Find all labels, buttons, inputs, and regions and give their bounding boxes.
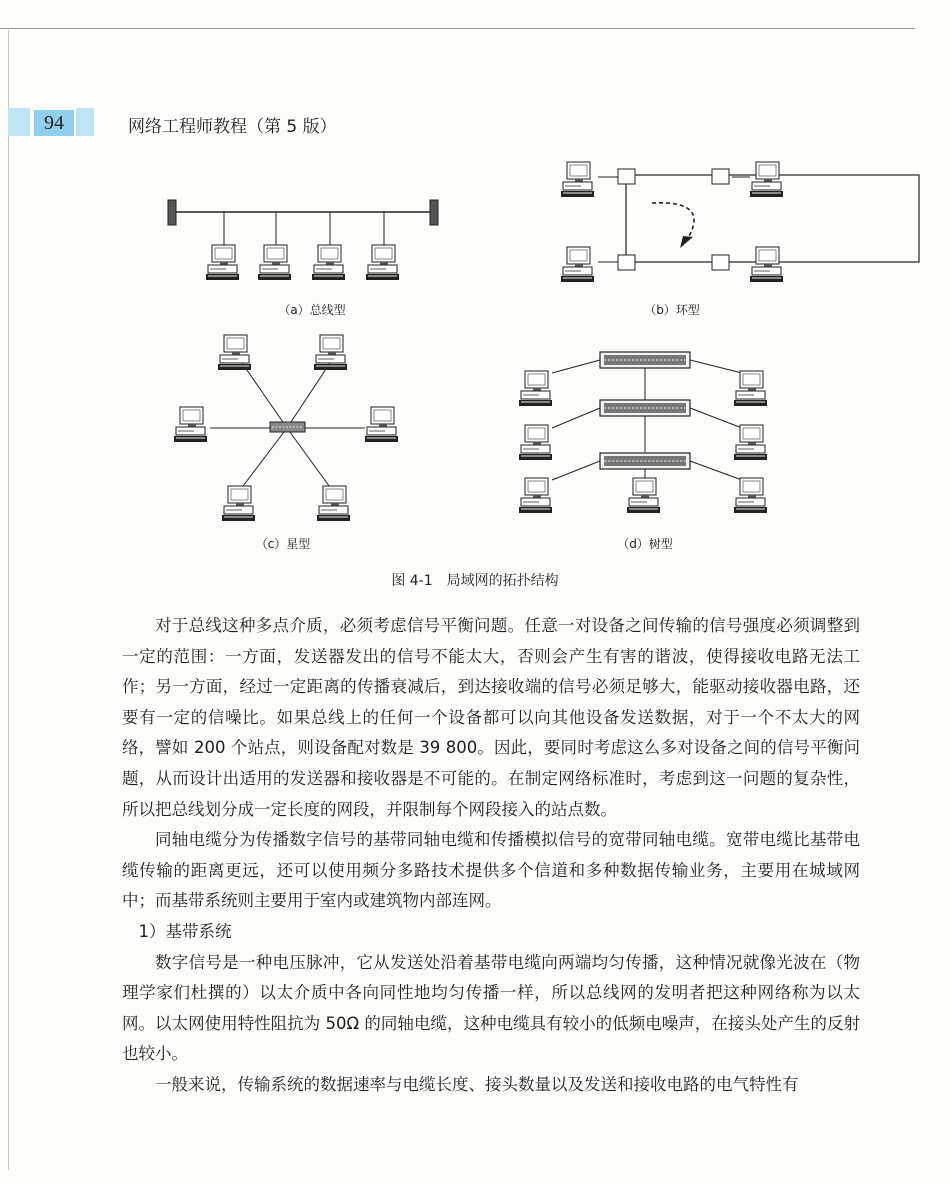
star-topology-diagram (174, 335, 398, 551)
tree-pc-2 (734, 371, 767, 406)
subfigure-caption-d: （d）树型 (617, 537, 673, 551)
tree-topology-diagram (519, 352, 767, 551)
bus-topology-diagram (168, 200, 438, 317)
tree-switch-middle (600, 400, 690, 416)
tree-switch-bottom (600, 453, 690, 469)
bus-pc-4 (366, 245, 399, 280)
ring-pc-4 (750, 247, 783, 282)
paragraph-ethernet: 数字信号是一种电压脉冲，它从发送处沿着基带电缆向两端均匀传播，这种情况就像光波在（物理学家们杜撰的）以太介质中各向同性地均匀传播一样，所以总线网的发明者把这种网络称为以太网。以太网使用特性阻抗为 50Ω 的同轴电缆，这种电缆具有较小的低频电噪声，在接头处产生的反射也较小。 (122, 952, 860, 1064)
bus-pc-3 (312, 245, 345, 280)
ring-pc-1 (561, 162, 594, 197)
tree-pc-5 (519, 478, 552, 513)
paragraph-coaxial-cable: 同轴电缆分为传播数字信号的基带同轴电缆和传播模拟信号的宽带同轴电缆。宽带电缆比基带电缆传输的距离更远，还可以使用频分多路技术提供多个信道和多种数据传输业务，主要用在城域网中；而基带系统则主要用于室内或建筑物内部连网。 (122, 830, 860, 911)
bus-pc-2 (258, 245, 291, 280)
star-pc-bottom-right (317, 486, 350, 521)
ring-node-3 (618, 255, 635, 270)
ring-node-2 (712, 169, 729, 184)
star-pc-right (365, 407, 398, 442)
tree-pc-7 (734, 478, 767, 513)
star-pc-top-right (314, 335, 347, 370)
ring-direction-arrow (652, 203, 694, 238)
paragraph-data-rate: 一般来说，传输系统的数据速率与电缆长度、接头数量以及发送和接收电路的电气特性有 (155, 1074, 799, 1094)
body-text (122, 611, 860, 1101)
star-pc-bottom-left (222, 486, 255, 521)
page-number: 94 (34, 110, 74, 136)
subfigure-caption-b: （b）环型 (644, 303, 700, 317)
book-title: 网络工程师教程（第 5 版） (128, 117, 337, 137)
subfigure-caption-c: （c）星型 (255, 537, 311, 551)
star-pc-top-left (218, 335, 251, 370)
bus-terminator-left (168, 200, 176, 225)
ring-pc-3 (561, 247, 594, 282)
ring-node-1 (618, 169, 635, 184)
bus-terminator-right (430, 200, 438, 225)
figure-caption: 图 4-1 局域网的拓扑结构 (391, 573, 559, 589)
tree-pc-1 (519, 371, 552, 406)
ring-topology-diagram (561, 162, 919, 317)
tree-pc-3 (519, 425, 552, 460)
ring-node-4 (712, 255, 729, 270)
tree-switch-top (600, 352, 690, 368)
star-pc-left (174, 407, 207, 442)
tree-pc-4 (734, 425, 767, 460)
bus-pc-1 (206, 245, 239, 280)
tree-pc-6 (627, 478, 660, 513)
subfigure-caption-a: （a）总线型 (278, 303, 346, 317)
subheading-baseband: 1）基带系统 (138, 921, 232, 941)
ring-pc-2 (750, 162, 783, 197)
paragraph-signal-balance: 对于总线这种多点介质，必须考虑信号平衡问题。任意一对设备之间传输的信号强度必须调整到一定的范围：一方面，发送器发出的信号不能太大，否则会产生有害的谐波，使得接收电路无法工作；另一方面，经过一定距离的传播衰减后，到达接收端的信号必须足够大，能驱动接收器电路，还要有一定的信噪比。如果总线上的任何一个设备都可以向其他设备发送数据，对于一个不太大的网络，譬如 200 个站点，则设备配对数是 39 800。因此，要同时考虑这么多对设备之间的信号平衡问题，从而设计出适用的发送器和接收器是不可能的。在制定网络标准时，考虑到这一问题的复杂性，所以把总线划分成一定长度的网段，并限制每个网段接入的站点数。 (122, 616, 860, 819)
